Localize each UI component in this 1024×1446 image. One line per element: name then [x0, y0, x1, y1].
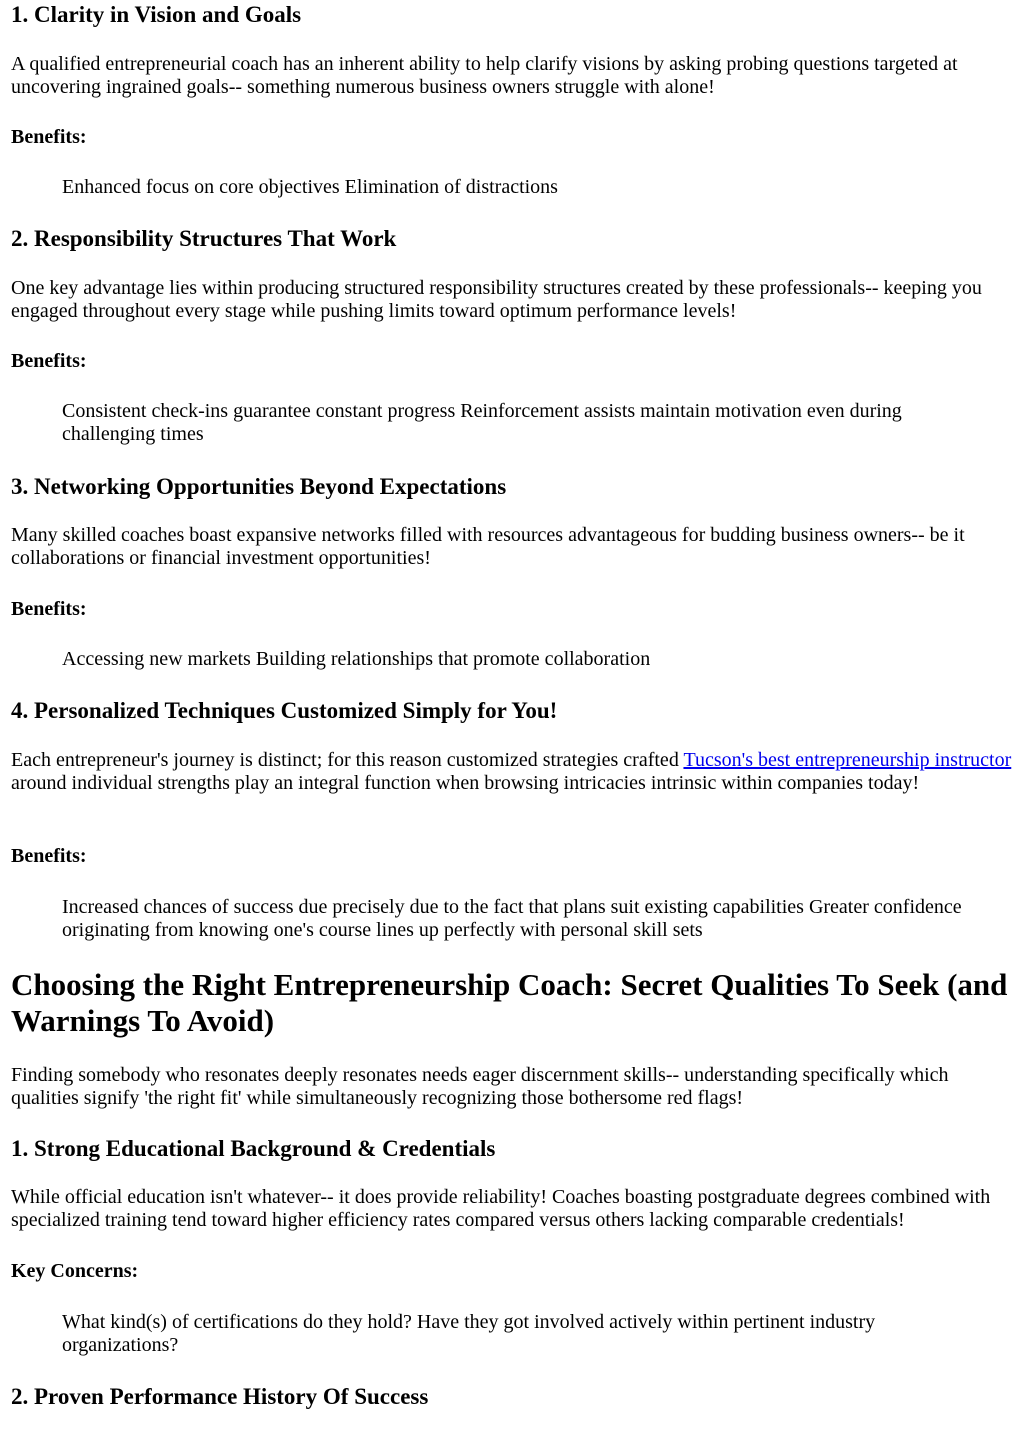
section-paragraph: One key advantage lies within producing structured responsibility structures created by these professionals-- keeping you engaged throughout every stage while pushing limits toward optimum performance levels!	[11, 277, 982, 322]
benefits-label: Benefits:	[11, 126, 87, 148]
paragraph-text: Each entrepreneur's journey is distinct; for this reason customized strategies crafted	[11, 749, 684, 771]
section-heading: 2. Proven Performance History Of Success	[11, 1384, 429, 1409]
benefits-quote: Increased chances of success due precisely due to the fact that plans suit existing capabilities Greater confidence originating from knowing one's course lines up perfectly with personal skill sets	[62, 896, 962, 941]
benefits-quote: Consistent check-ins guarantee constant progress Reinforcement assists maintain motivation even during challenging times	[62, 400, 902, 445]
benefits-quote: Accessing new markets Building relationships that promote collaboration	[62, 648, 651, 670]
section-paragraph	[11, 749, 1021, 795]
section-paragraph: While official education isn't whatever-- it does provide reliability! Coaches boasting postgraduate degrees combined with specialized training tend toward higher efficiency rates compared versus others lacking comparable credentials!	[11, 1186, 991, 1231]
section-heading: 3. Networking Opportunities Beyond Expectations	[11, 474, 507, 499]
section-heading: 2. Responsibility Structures That Work	[11, 226, 397, 251]
section-heading: 1. Strong Educational Background & Credentials	[11, 1136, 496, 1161]
key-concerns-label: Key Concerns:	[11, 1260, 139, 1282]
section-heading: 4. Personalized Techniques Customized Simply for You!	[11, 698, 558, 723]
intro-paragraph: Finding somebody who resonates deeply resonates needs eager discernment skills-- understanding specifically which qualities signify 'the right fit' while simultaneously recognizing those bothersome red flags!	[11, 1064, 949, 1109]
main-heading: Choosing the Right Entrepreneurship Coach: Secret Qualities To Seek (and Warnings To Avoid)	[11, 967, 1008, 1038]
instructor-link[interactable]: Tucson's best entrepreneurship instructor	[683, 749, 1012, 771]
section-paragraph: A qualified entrepreneurial coach has an inherent ability to help clarify visions by asking probing questions targeted at uncovering ingrained goals-- something numerous business owners struggle with alone!	[11, 53, 958, 98]
key-concerns-quote: What kind(s) of certifications do they hold? Have they got involved actively within pertinent industry organizations?	[62, 1311, 876, 1356]
section-paragraph: Many skilled coaches boast expansive networks filled with resources advantageous for budding business owners-- be it collaborations or financial investment opportunities!	[11, 524, 965, 569]
benefits-label: Benefits:	[11, 845, 87, 867]
benefits-label: Benefits:	[11, 598, 87, 620]
paragraph-text: around individual strengths play an integral function when browsing intricacies intrinsic within companies today!	[11, 772, 920, 794]
benefits-quote: Enhanced focus on core objectives Elimination of distractions	[62, 176, 558, 198]
benefits-label: Benefits:	[11, 350, 87, 372]
section-heading: 1. Clarity in Vision and Goals	[11, 2, 302, 27]
